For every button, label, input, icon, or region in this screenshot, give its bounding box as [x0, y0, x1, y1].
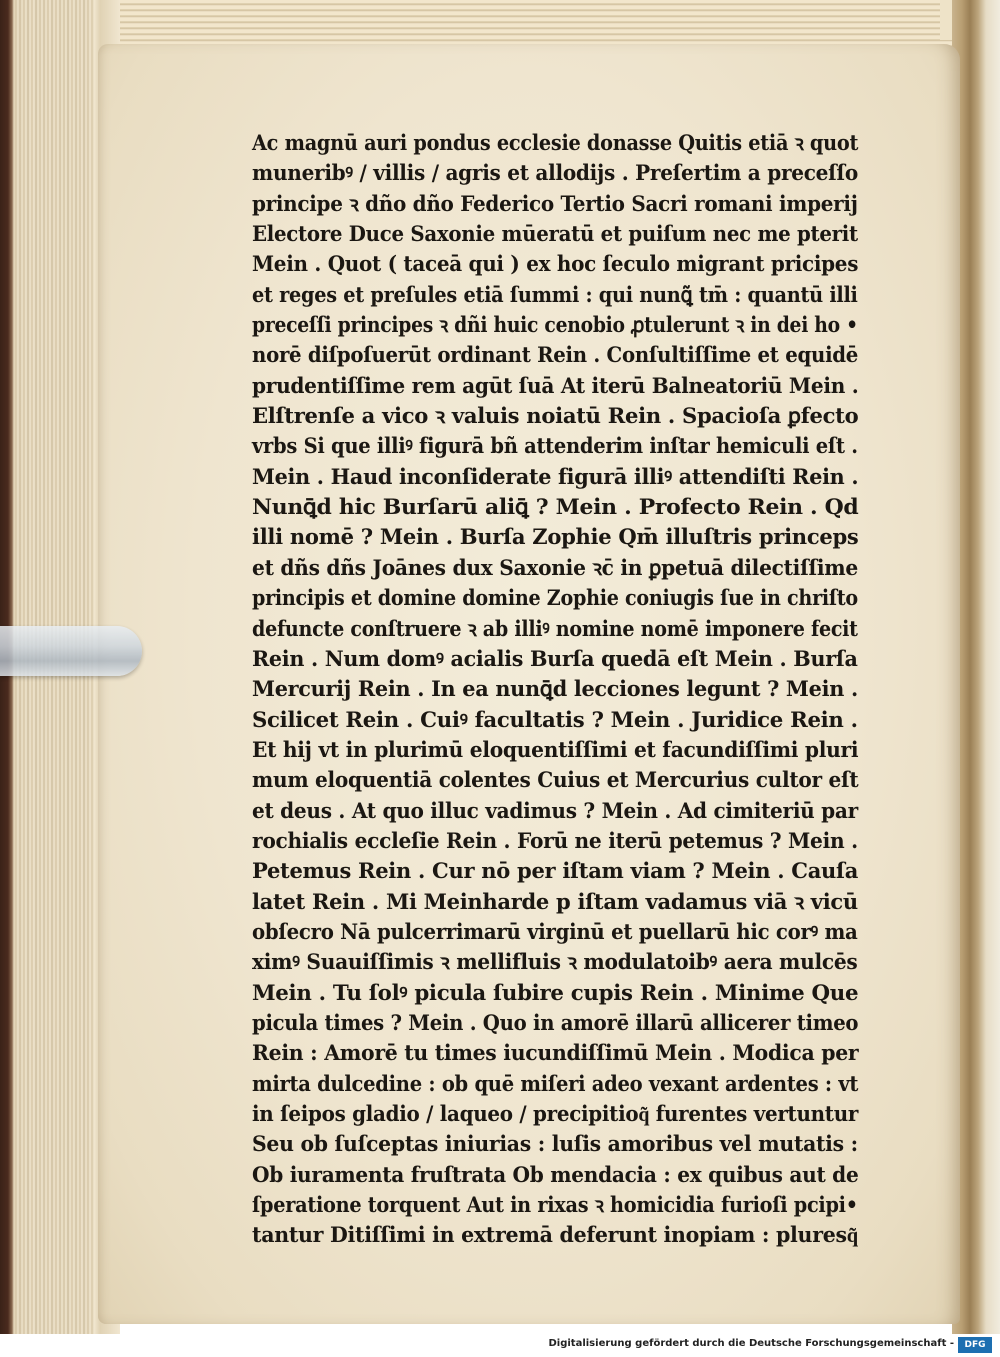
text-line: Nunꝗ̄d hic Burſarū aliꝗ̄ ? Mein . Profecto Rein . Qd — [252, 494, 859, 520]
page-holder-clip — [0, 626, 142, 676]
footer-bar — [0, 1334, 1000, 1357]
text-line: Rein . Num domꝰ acialis Burſa quedā eſt Mein . Burſa — [252, 645, 858, 671]
text-line: Petemus Rein . Cur nō per iſtam viam ? Mein . Cauſa — [252, 858, 859, 884]
text-line: Scilicet Rein . Cuiꝰ facultatis ? Mein . Juridice Rein . — [252, 706, 858, 732]
text-line: Et hij vt in plurimū eloquentiſſimi et facundiſſimi pluri — [252, 736, 859, 762]
text-line: prudentiſſime rem agūt ſuā At iterū Balneatoriū Mein . — [252, 372, 859, 398]
funding-credit: Digitalisierung gefördert durch die Deutsche Forschungsgemeinschaft - — [548, 1338, 954, 1349]
dfg-logo: DFG — [958, 1337, 992, 1353]
text-line: principe ꝛ dño dño Federico Tertio Sacri romani imperij — [252, 190, 858, 216]
text-line: Electore Duce Saxonie mūeratū et puiſum nec me pterit — [252, 221, 858, 247]
text-line: latet Rein . Mi Meinharde p iſtam vadamus viā ꝛ vicū — [252, 888, 858, 914]
text-line: muneribꝰ / villis / agris et allodijs . Preſertim a preceſſo — [252, 160, 858, 186]
text-line: tantur Ditiſſimi in extremā deferunt inopiam : pluresq͂ — [252, 1222, 858, 1248]
text-line: vrbs Si que illiꝰ figurā bñ attenderim inſtar hemiculi eſt . — [252, 433, 858, 459]
text-line: Ob iuramenta fruſtrata Ob mendacia : ex quibus aut de — [252, 1161, 859, 1187]
text-line: Elſtrenſe a vico ꝛ valuis noiatū Rein . Spacioſa ꝑfecto — [252, 403, 859, 429]
text-line: Rein : Amorē tu times iucundiſſimū Mein . Modica per — [252, 1040, 859, 1066]
text-line: obſecro Nā pulcerrimarū virginū et puellarū hic corꝰ ma — [252, 918, 858, 944]
text-line: Ac magnū auri pondus ecclesie donasse Quitis etiā ꝛ quot — [252, 130, 859, 155]
text-line: mum eloquentiā colentes Cuius et Mercurius cultor eſt — [252, 767, 859, 793]
text-line: principis et domine domine Zophie coniugis ſue in chriſto — [252, 585, 858, 611]
text-line: Mein . Haud inconſiderate figurā illiꝰ attendiſti Rein . — [252, 463, 859, 489]
text-line: mirta dulcedine : ob quē miſeri adeo vexant ardentes : vt — [252, 1070, 859, 1096]
text-line: Mercurij Rein . In ea nunꝗ̄d lecciones legunt ? Mein . — [252, 676, 858, 702]
text-line: norē diſpoſuerūt ordinant Rein . Conſultiſſime et equidē — [252, 342, 859, 368]
text-line: picula times ? Mein . Quo in amorē illarū allicerer timeo — [252, 1009, 859, 1035]
text-line: rochialis eccleſie Rein . Forū ne iterū petemus ? Mein . — [252, 827, 858, 853]
text-line: Seu ob ſuſceptas iniurias : luſis amoribus vel mutatis : — [252, 1131, 858, 1157]
text-line: et deus . At quo illuc vadimus ? Mein . Ad cimiteriū par — [252, 797, 858, 823]
text-line: in ſeipos gladio / laqueo / precipitioq͂ furentes vertuntur — [252, 1101, 859, 1126]
text-line: ſperatione torquent Aut in rixas ꝛ homicidia furioſi pcipi• — [252, 1192, 858, 1218]
text-line: preceſſi principes ꝛ dñi huic cenobio ꝓtulerunt ꝛ in dei ho • — [252, 312, 858, 338]
text-line: Mein . Tu ſolꝰ picula ſubire cupis Rein . Minime Que — [252, 979, 859, 1005]
text-line: Mein . Quot ( taceā qui ) ex hoc ſeculo migrant pricipes — [252, 251, 859, 277]
text-line: illi nomē ? Mein . Burſa Zophie Qm̄ illuſtris princeps — [252, 524, 859, 550]
text-line: et reges et preſules etiā ſummi : qui nunꝗ͂ tm̄ : quantū illi — [252, 281, 858, 307]
page-text — [252, 128, 862, 1251]
text-line: defuncte conſtruere ꝛ ab illiꝰ nomine nomē imponere fecit — [252, 615, 858, 641]
text-line: et dñs dñs Joānes dux Saxonie ꝛc̄ in ꝑpetuā dilectiſſime — [252, 554, 858, 580]
text-line: ximꝰ Suauiſſimis ꝛ mellifluis ꝛ modulatoibꝰ aera mulcēs — [252, 949, 858, 975]
